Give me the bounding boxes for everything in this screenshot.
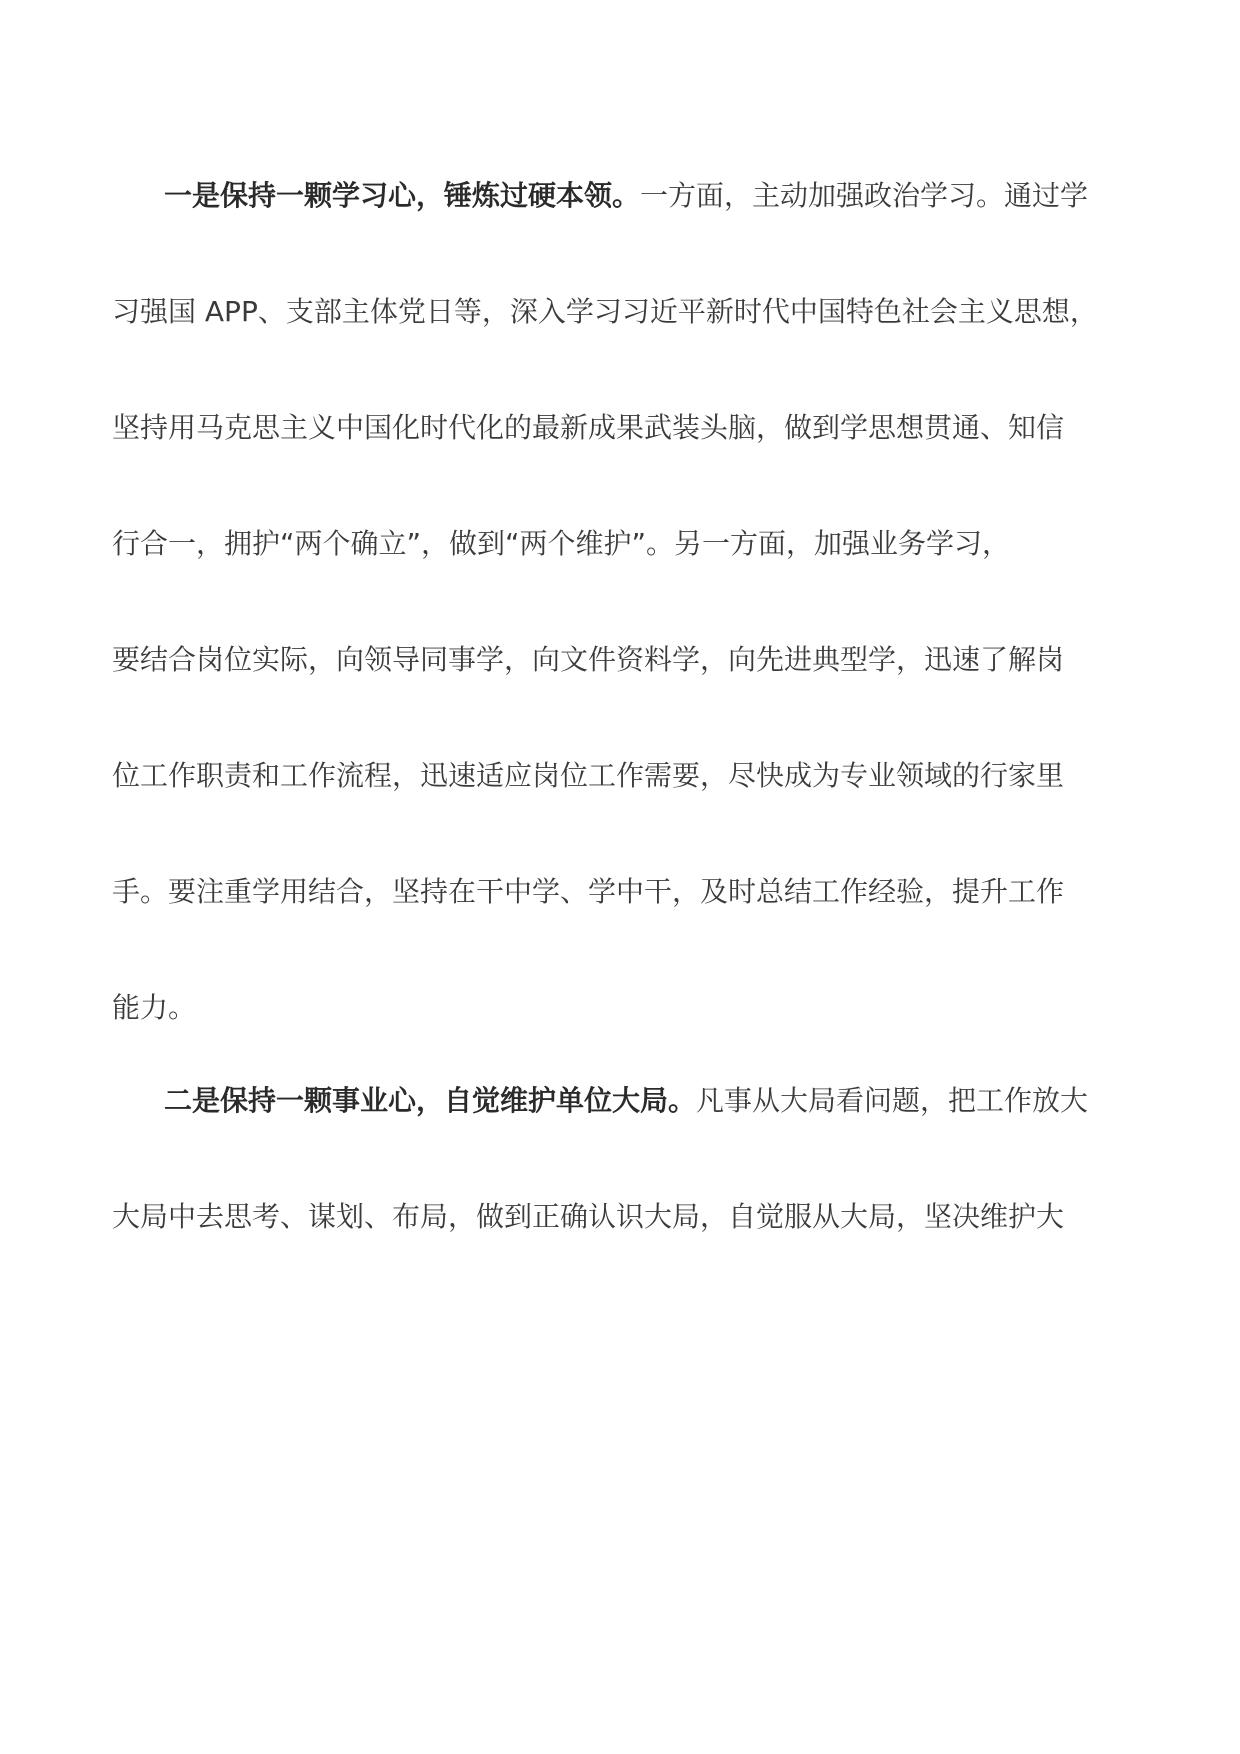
paragraph-2-heading: 二是保持一颗事业心，自觉维护单位大局。 [164,1084,697,1117]
paragraph-2-line-1 [164,1081,1088,1121]
paragraph-1-line-3: 坚持用马克思主义中国化时代化的最新成果武装头脑，做到学思想贯通、知信 [112,411,1065,444]
paragraph-1-line-1 [164,176,1088,216]
paragraph-1-line-1-text: 一方面，主动加强政治学习。通过学 [640,179,1089,212]
paragraph-2-line-2: 大局中去思考、谋划、布局，做到正确认识大局，自觉服从大局，坚决维护大 [112,1200,1065,1233]
paragraph-1-line-2: 习强国 APP、支部主体党日等，深入学习习近平新时代中国特色社会主义思想， [112,295,1098,328]
paragraph-1-line-8: 能力。 [112,991,197,1024]
paragraph-1-line-7: 手。要注重学用结合，坚持在干中学、学中干，及时总结工作经验，提升工作 [112,875,1065,908]
paragraph-1-line-5: 要结合岗位实际，向领导同事学，向文件资料学，向先进典型学，迅速了解岗 [112,643,1065,676]
paragraph-1-line-4: 行合一，拥护“两个确立”，做到“两个维护”。另一方面，加强业务学习， [112,527,1011,560]
paragraph-1-heading: 一是保持一颗学习心，锤炼过硬本领。 [164,179,641,212]
paragraph-2-line-1-text: 凡事从大局看问题，把工作放大 [696,1084,1089,1117]
paragraph-1-line-6: 位工作职责和工作流程，迅速适应岗位工作需要，尽快成为专业领域的行家里 [112,759,1065,792]
